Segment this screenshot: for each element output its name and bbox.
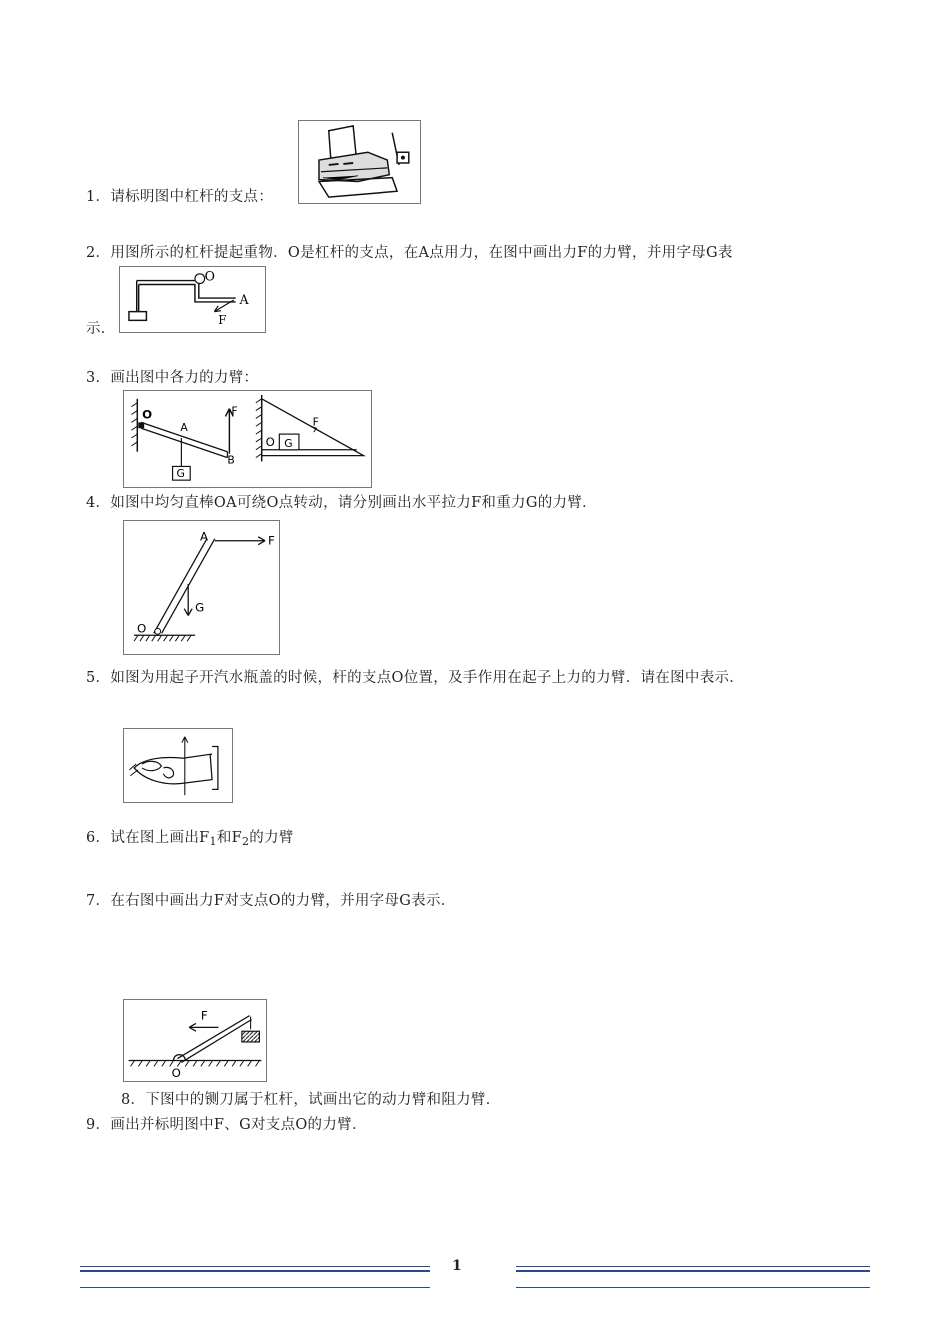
question-6	[86, 828, 294, 852]
question-8: 8．下图中的铡刀属于杠杆，试画出它的动力臂和阻力臂．	[121, 1092, 501, 1108]
question-6-suffix: 的力臂	[249, 830, 294, 846]
lever-lifting-drawing	[120, 267, 265, 332]
label-a: A	[180, 421, 188, 435]
force-arms-drawing	[124, 391, 371, 487]
figure-lever-on-ground	[123, 999, 267, 1082]
figure-force-arms	[123, 390, 372, 488]
footer-rule-left-top	[80, 1266, 430, 1267]
question-9: 9．画出并标明图中F、G对支点O的力臂．	[86, 1117, 367, 1133]
question-1: 1．请标明图中杠杆的支点：	[86, 189, 274, 205]
foot-pedal-drawing	[299, 121, 420, 203]
label-f: F	[200, 1008, 208, 1023]
question-6-mid: 和F	[216, 830, 242, 846]
label-o: O	[142, 407, 153, 422]
label-a: A	[200, 529, 209, 544]
footer-rule-right-mid	[516, 1270, 870, 1272]
label-f: F	[268, 533, 275, 548]
subscript-2: 2	[241, 835, 250, 848]
label-o: O	[136, 621, 147, 636]
lever-on-ground-drawing	[124, 1000, 266, 1081]
question-2-line-1: 2．用图所示的杠杆提起重物．O是杠杆的支点，在A点用力，在图中画出力F的力臂，并用字母G表	[86, 245, 733, 261]
question-3: 3．画出图中各力的力臂：	[86, 370, 259, 386]
question-2-line-2: 示．	[86, 321, 116, 337]
footer-rule-left-mid	[80, 1270, 430, 1272]
label-a: A	[239, 291, 249, 307]
label-f: F	[231, 404, 238, 418]
label-g-right: G	[284, 436, 293, 450]
uniform-rod-drawing	[124, 521, 279, 654]
figure-bottle-opener	[123, 728, 233, 803]
figure-uniform-rod	[123, 520, 280, 655]
bottle-opener-drawing	[124, 729, 232, 802]
footer-rule-right-bottom	[516, 1287, 870, 1288]
label-f-right: F	[312, 415, 319, 429]
subscript-1: 1	[209, 835, 217, 848]
label-f: F	[218, 313, 227, 328]
figure-foot-pedal	[298, 120, 421, 204]
footer-rule-left-bottom	[80, 1287, 430, 1288]
label-g: G	[195, 600, 205, 615]
label-o-right: O	[265, 434, 275, 449]
question-6-prefix: 6．试在图上画出F	[86, 830, 210, 846]
label-b: B	[227, 453, 235, 467]
figure-lever-lifting	[119, 266, 266, 333]
question-4: 4．如图中均匀直棒OA可绕O点转动，请分别画出水平拉力F和重力G的力臂．	[86, 495, 597, 511]
question-7: 7．在右图中画出力F对支点O的力臂，并用字母G表示．	[86, 893, 456, 909]
label-o: O	[171, 1066, 181, 1081]
question-5: 5．如图为用起子开汽水瓶盖的时候，杆的支点O位置，及手作用在起子上力的力臂．请在图中表示．	[86, 670, 745, 686]
footer-rule-right-top	[516, 1266, 870, 1267]
page-number: 1	[452, 1258, 462, 1274]
label-o: O	[204, 268, 215, 284]
label-g: G	[176, 467, 185, 481]
